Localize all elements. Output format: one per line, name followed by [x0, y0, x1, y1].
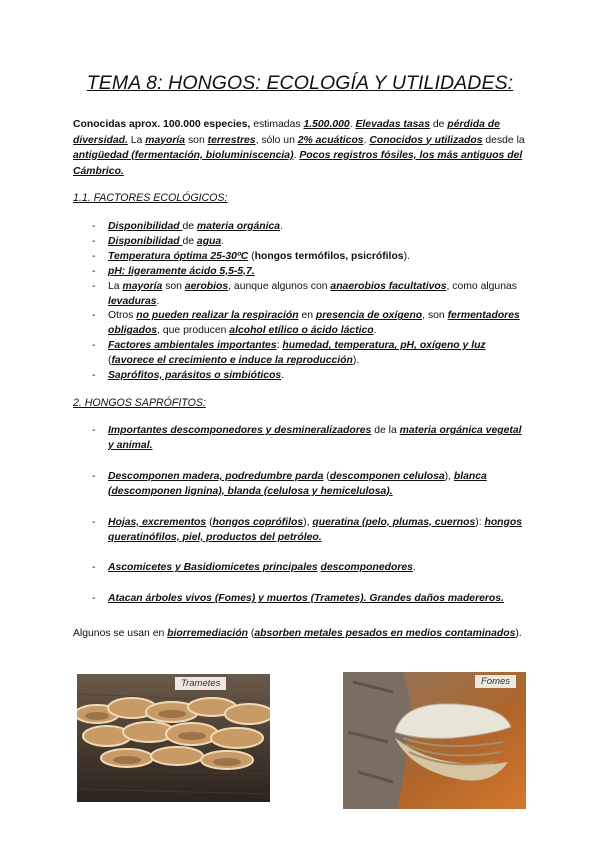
list-item: - Factores ambientales importantes: humedad, temperatura, pH, oxígeno y luz (favorece el crecimiento e induce la reproducción).: [92, 339, 522, 369]
intro-text: , sólo un: [255, 134, 298, 146]
fomes-image: [343, 672, 526, 809]
list-item: - Saprófitos, parásitos o simbióticos.: [92, 369, 522, 384]
page-title: TEMA 8: HONGOS: ECOLOGÍA Y UTILIDADES:: [86, 72, 514, 94]
intro-text: Elevadas tasas: [355, 119, 430, 130]
fomes-photo: [343, 672, 526, 809]
list-item: - Disponibilidad de materia orgánica.: [92, 220, 522, 235]
trametes-photo: [77, 674, 270, 802]
list-item: - Temperatura óptima 25-30ºC (hongos termófilos, psicrófilos).: [92, 250, 522, 265]
intro-text: pérdida de diversidad.: [73, 119, 500, 146]
intro-text: de: [430, 119, 448, 130]
intro-text: Conocidos y utilizados: [369, 134, 483, 146]
intro-text: desde la: [482, 134, 525, 146]
list-item: - Disponibilidad de agua.: [92, 235, 522, 250]
intro-text: mayoría: [145, 134, 186, 146]
intro-text: son: [185, 134, 208, 146]
intro-text: 1.500.000: [303, 119, 350, 130]
section-heading-saprophytic-fungi: 2. HONGOS SAPRÓFITOS:: [73, 397, 206, 409]
list-item: - Hojas, excrementos (hongos coprófilos), queratina (pelo, plumas, cuernos): hongos queratinófilos, piel, productos del petróleo.: [92, 516, 522, 546]
list-item: - Importantes descomponedores y desmineralizadores de la materia orgánica vegetal y animal.: [92, 424, 522, 454]
intro-text: estimadas: [250, 119, 304, 130]
saprophytic-fungi-list: [92, 424, 522, 623]
trametes-image: [77, 674, 270, 802]
list-item: - Ascomicetes y Basidiomicetes principales descomponedores.: [92, 561, 522, 576]
list-item: - pH: ligeramente ácido 5,5-5,7.: [92, 265, 522, 280]
list-item: - Otros no pueden realizar la respiración en presencia de oxígeno, son fermentadores obligados, que producen alcohol etílico o ácido láctico.: [92, 309, 522, 339]
ecological-factors-list: [92, 220, 522, 384]
list-item: - Atacan árboles vivos (Fomes) y muertos (Trametes). Grandes daños madereros.: [92, 592, 522, 607]
intro-text: antigüedad (fermentación, bioluminiscencia): [73, 150, 294, 161]
intro-text: .: [293, 150, 300, 161]
intro-text: Conocidas aprox. 100.000 especies,: [73, 119, 251, 130]
list-item: - Descomponen madera, podredumbre parda (descomponen celulosa), blanca (descomponen lignina), blanda (celulosa y hemicelulosa).: [92, 470, 522, 500]
intro-text: 2% acuáticos: [297, 134, 364, 146]
intro-text: La: [127, 134, 146, 146]
trametes-label: Trametes: [175, 677, 226, 690]
intro-text: Pocos registros fósiles, los más antiguos del Cámbrico.: [73, 150, 523, 177]
closing-paragraph: Algunos se usan en biorremediación (absorben metales pesados en medios contaminados).: [73, 628, 522, 639]
intro-text: .: [349, 119, 356, 130]
list-item: - La mayoría son aerobios, aunque algunos con anaerobios facultativos, como algunas levaduras.: [92, 280, 522, 310]
fomes-label: Fomes: [475, 675, 516, 688]
intro-text: terrestres: [207, 134, 256, 146]
intro-paragraph: [73, 117, 535, 179]
intro-text: .: [363, 134, 370, 146]
section-heading-ecological-factors: 1.1. FACTORES ECOLÓGICOS:: [73, 192, 228, 204]
